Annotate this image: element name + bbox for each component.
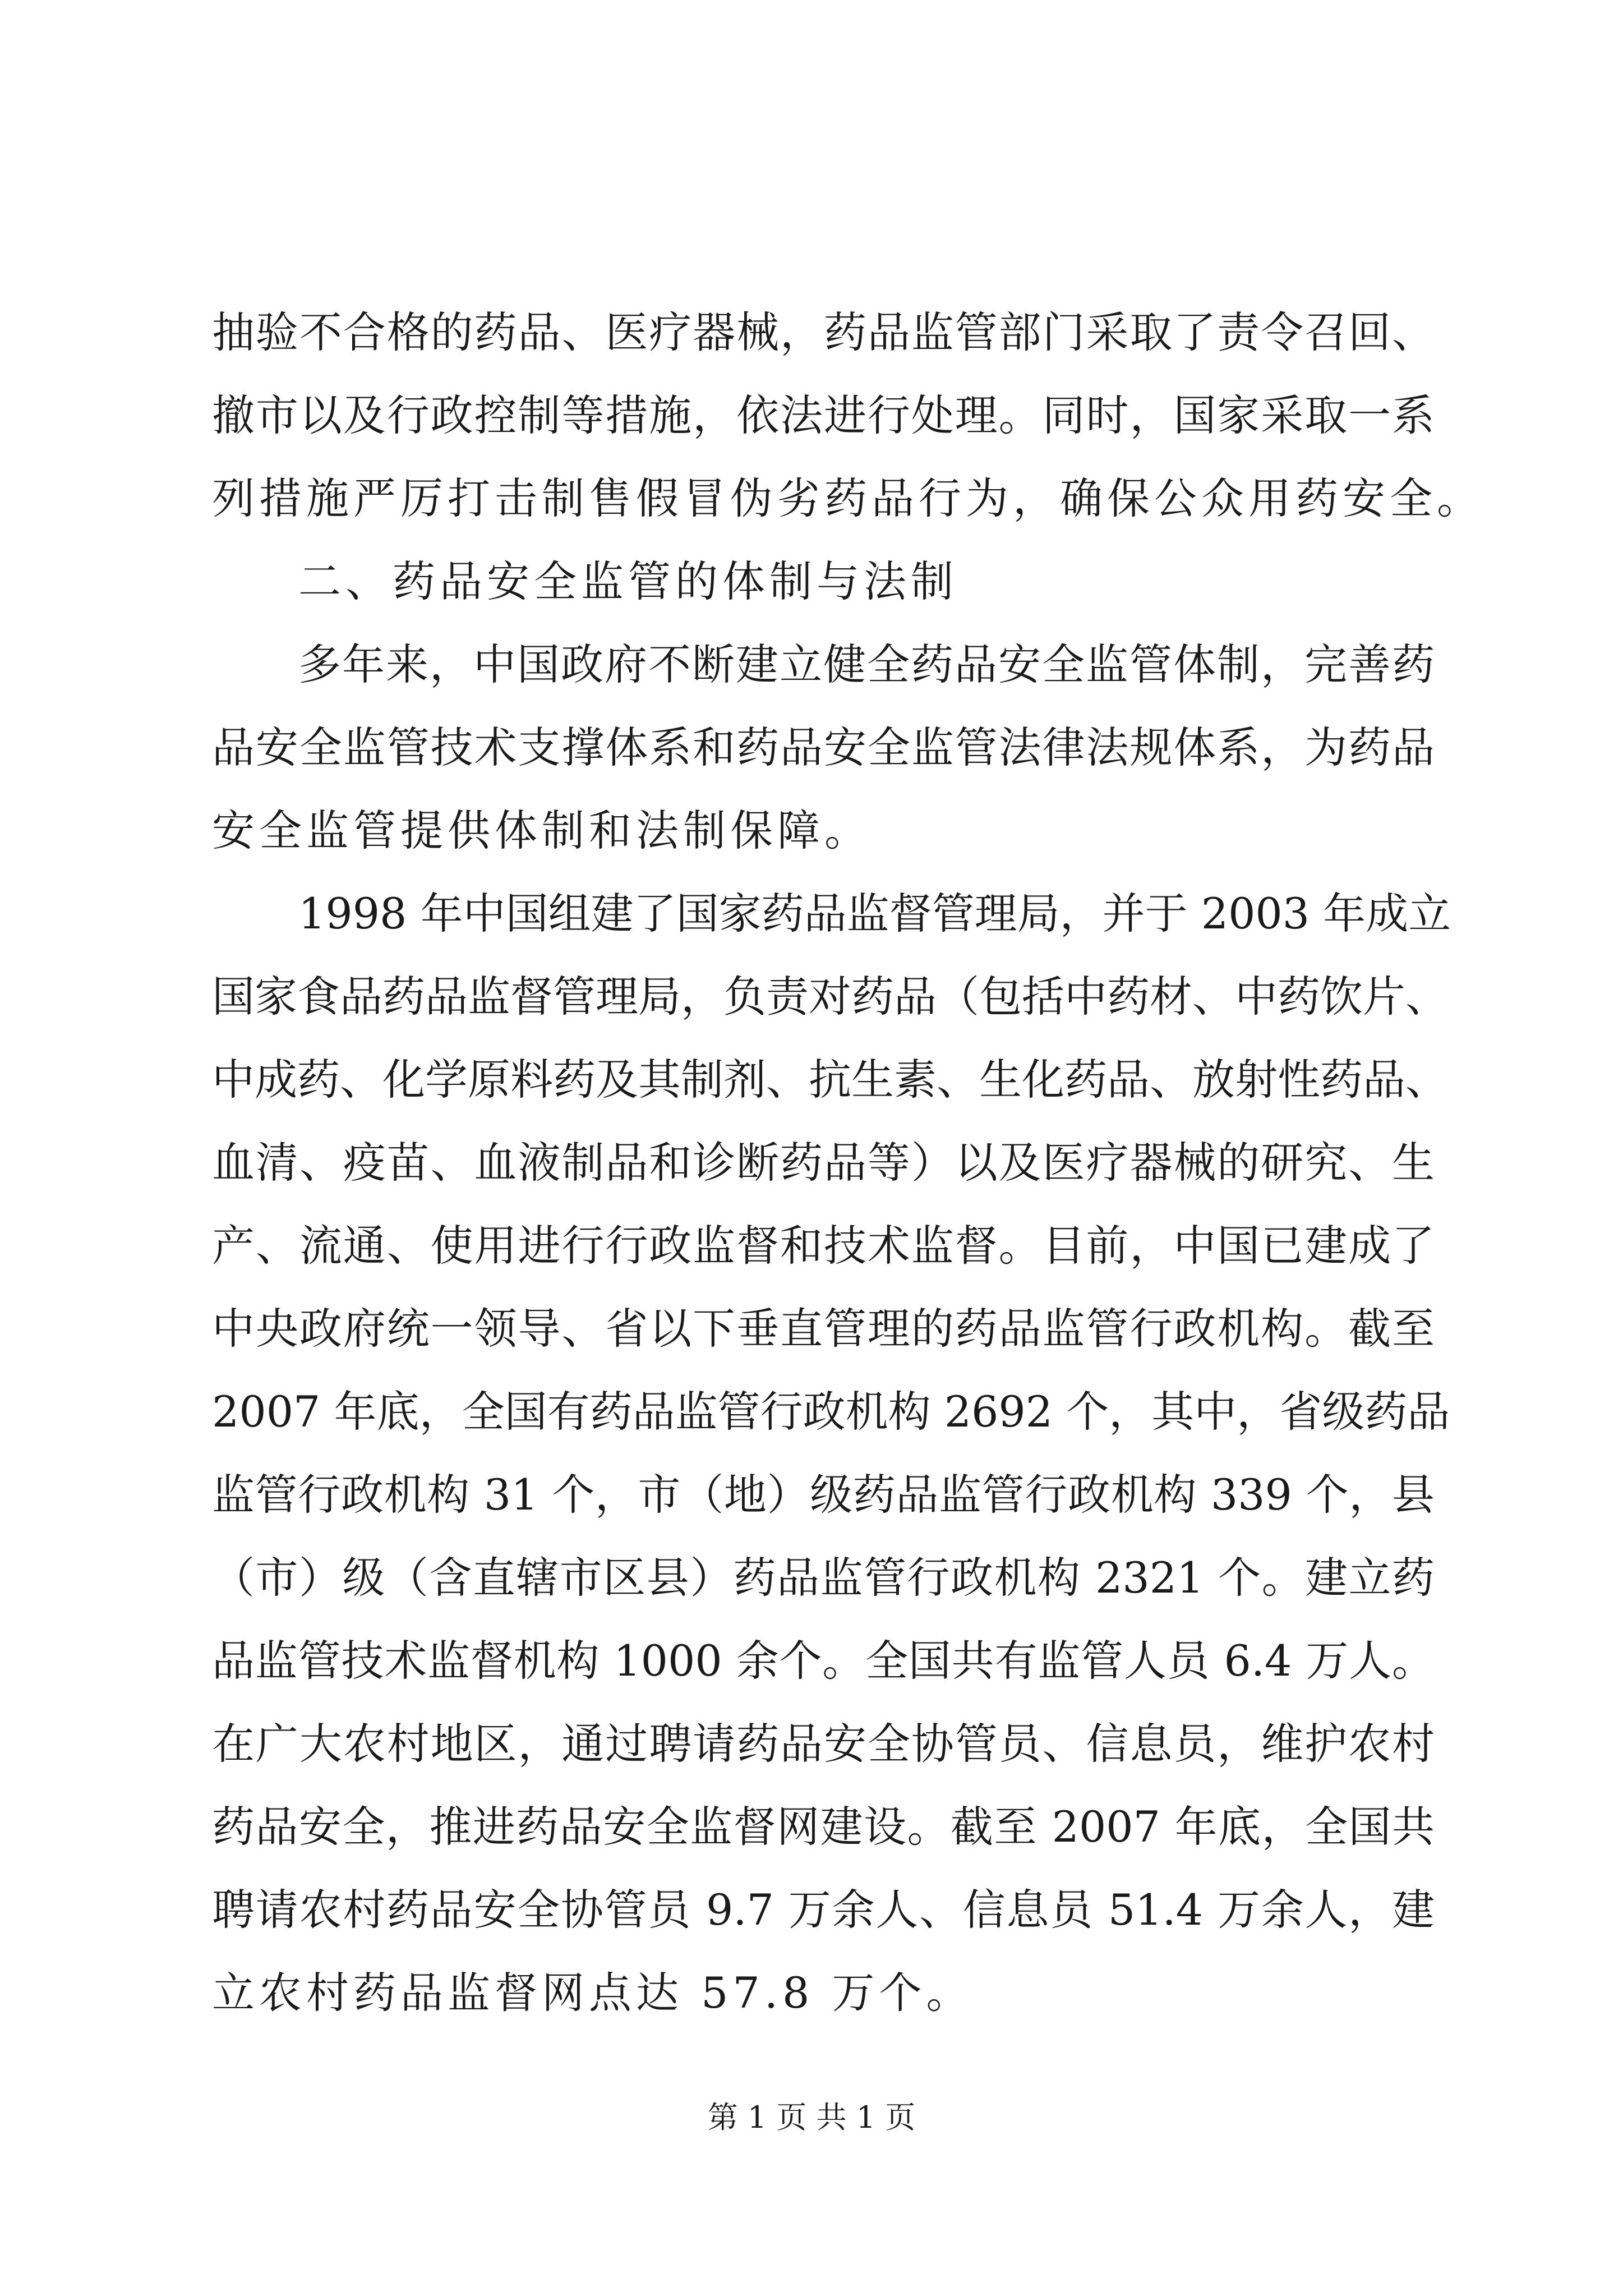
body-text-line: 血清、疫苗、血液制品和诊断药品等）以及医疗器械的研究、生: [212, 1138, 1435, 1188]
body-text-line: 品安全监管技术支撑体系和药品安全监管法律法规体系，为药品: [212, 723, 1435, 772]
body-text-line: 2007 年底，全国有药品监管行政机构 2692 个，其中，省级药品: [212, 1387, 1450, 1437]
page-footer: 第 1 页 共 1 页: [707, 2100, 916, 2135]
body-text-line: 品监管技术监督机构 1000 余个。全国共有监管人员 6.4 万人。: [212, 1636, 1435, 1686]
body-text-line: 药品安全，推进药品安全监督网建设。截至 2007 年底，全国共: [212, 1802, 1435, 1852]
body-text-line: 国家食品药品监督管理局，负责对药品（包括中药材、中药饮片、: [212, 972, 1448, 1022]
body-text-line: 安全监管提供体制和法制保障。: [212, 806, 872, 855]
body-text-line: 在广大农村地区，通过聘请药品安全协管员、信息员，维护农村: [212, 1719, 1435, 1769]
body-text-line: （市）级（含直辖市区县）药品监管行政机构 2321 个。建立药: [212, 1553, 1435, 1603]
body-text-line: 撤市以及行政控制等措施，依法进行处理。同时，国家采取一系: [212, 390, 1435, 440]
body-text-line: 列措施严厉打击制售假冒伪劣药品行为，确保公众用药安全。: [212, 473, 1484, 523]
body-text-line: 监管行政机构 31 个，市（地）级药品监管行政机构 339 个，县: [212, 1470, 1435, 1520]
body-text-line: 立农村药品监督网点达 57.8 万个。: [212, 1968, 974, 2018]
section-heading: 二、药品安全监管的体制与法制: [298, 556, 958, 606]
body-text-line: 1998 年中国组建了国家药品监督管理局，并于 2003 年成立: [298, 889, 1451, 938]
body-text-line: 多年来，中国政府不断建立健全药品安全监管体制，完善药: [298, 639, 1435, 689]
body-text-line: 中成药、化学原料药及其制剂、抗生素、生化药品、放射性药品、: [212, 1055, 1448, 1105]
body-text-line: 产、流通、使用进行行政监督和技术监督。目前，中国已建成了: [212, 1221, 1435, 1271]
body-text-line: 中央政府统一领导、省以下垂直管理的药品监管行政机构。截至: [212, 1304, 1435, 1354]
body-text-line: 聘请农村药品安全协管员 9.7 万余人、信息员 51.4 万余人，建: [212, 1885, 1435, 1935]
body-text-line: 抽验不合格的药品、医疗器械，药品监管部门采取了责令召回、: [212, 307, 1435, 357]
